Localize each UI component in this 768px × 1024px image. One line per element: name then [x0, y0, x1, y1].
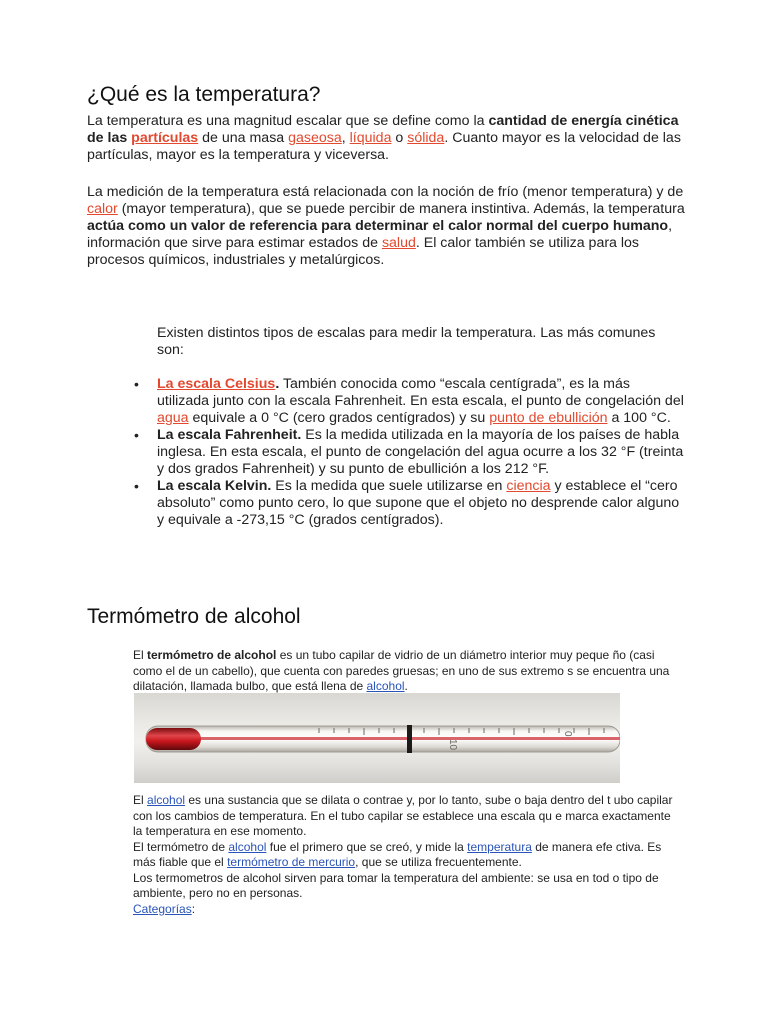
- link-alcohol[interactable]: alcohol: [366, 679, 405, 693]
- list-item-fahrenheit: • La escala Fahrenheit. Es la medida utilizada en la mayoría de los países de habla inglesa. En esta escala, el punto de congelación del agua ocurre a los 32 °F (treinta y dos grados Fahrenheit) y su punto de ebullición a los 212 °F.: [134, 427, 684, 477]
- link-gaseosa[interactable]: gaseosa: [288, 130, 342, 146]
- link-liquida[interactable]: líquida: [349, 130, 392, 146]
- paragraph-definicion: La temperatura es una magnitud escalar que se define como la cantidad de energía cinética de las partículas de una masa gaseosa, líquida o sólida. Cuanto mayor es la velocidad de las partículas, mayor es la temperatura y viceversa.: [87, 113, 681, 163]
- link-punto-ebullicion[interactable]: punto de ebullición: [489, 410, 608, 426]
- list-item-celsius: • La escala Celsius. También conocida como “escala centígrada”, es la más utilizada junto con la escala Fahrenheit. En esta escala, el punto de congelación del agua equivale a 0 °C (cero grados centígrados) y su punto de ebullición a 100 °C.: [134, 376, 684, 426]
- bullet-icon: •: [134, 427, 139, 443]
- bullet-icon: •: [134, 376, 139, 392]
- link-alcohol-3[interactable]: alcohol: [228, 839, 267, 854]
- link-ciencia[interactable]: ciencia: [506, 478, 551, 494]
- paragraph-medicion: La medición de la temperatura está relacionada con la noción de frío (menor temperatura) y de calor (mayor temperatura), que se puede percibir de manera instintiva. Además, la temperatura actúa como un valor de referencia para determinar el calor normal del cuerpo humano, información que sirve para estimar estados de salud. El calor también se utiliza para los procesos químicos, industriales y metalúrgicos.: [87, 184, 685, 268]
- link-solida[interactable]: sólida: [407, 130, 445, 146]
- paragraph-escalas-intro: Existen distintos tipos de escalas para medir la temperatura. Las más comunes son:: [157, 325, 656, 358]
- thermometer-illustration: [134, 693, 620, 783]
- section-title-termometro-alcohol: Termómetro de alcohol: [87, 605, 301, 628]
- link-escala-celsius[interactable]: La escala Celsius: [157, 376, 276, 392]
- paragraph-alcohol-detalles: El alcohol es una sustancia que se dilata o contrae y, por lo tanto, sube o baja dentro del t ubo capilar con los cambios de temperatura. En el tubo capilar se establece una escala qu e marca exactamente la temperatura en ese momento. El termómetro de alcohol fue el primero que se creó, y mide la temperatura de manera efe ctiva. Es más fiable que el termómetro de mercurio, que se utiliza frecuentemente. Los termometros de alcohol sirven para tomar la temperatura del ambiente: se usa en tod o tipo de ambiente, pero no en personas. Categorías:: [133, 793, 673, 916]
- link-temperatura[interactable]: temperatura: [467, 839, 532, 854]
- scales-list: [134, 376, 684, 529]
- paragraph-termometro-definicion: El termómetro de alcohol es un tubo capilar de vidrio de un diámetro interior muy peque ño (casi como el de un cabello), que cuenta con paredes gruesas; en uno de sus extremo s se encuentra una dilatación, llamada bulbo, que está llena de alcohol.: [133, 648, 670, 693]
- scale-label-0: 0: [562, 731, 573, 737]
- bold-valor-referencia: actúa como un valor de referencia para determinar el calor normal del cuerpo humano: [87, 218, 669, 234]
- link-calor[interactable]: calor: [87, 201, 118, 217]
- bullet-icon: •: [134, 478, 139, 494]
- link-termometro-mercurio[interactable]: termómetro de mercurio: [227, 855, 356, 869]
- list-item-kelvin: • La escala Kelvin. Es la medida que suele utilizarse en ciencia y establece el “cero absoluto” como punto cero, lo que supone que el objeto no desprende calor alguno y equivale a -273,15 °C (grados centígrados).: [134, 478, 680, 528]
- link-alcohol-2[interactable]: alcohol: [147, 793, 186, 807]
- bold-escala-kelvin: La escala Kelvin.: [157, 478, 272, 494]
- link-salud[interactable]: salud: [381, 235, 416, 251]
- link-particulas[interactable]: partículas: [131, 130, 199, 146]
- alcohol-thermometer-photo: [134, 693, 620, 783]
- section-title-temperatura: ¿Qué es la temperatura?: [87, 83, 321, 106]
- bold-escala-fahrenheit: La escala Fahrenheit.: [157, 427, 302, 443]
- bold-cantidad-energia: cantidad de energía cinética de las: [87, 113, 679, 146]
- link-agua[interactable]: agua: [157, 410, 189, 426]
- bold-termometro-alcohol: termómetro de alcohol: [147, 648, 277, 662]
- scale-label-10: 10: [447, 739, 458, 751]
- link-categorias[interactable]: Categorías: [133, 901, 192, 916]
